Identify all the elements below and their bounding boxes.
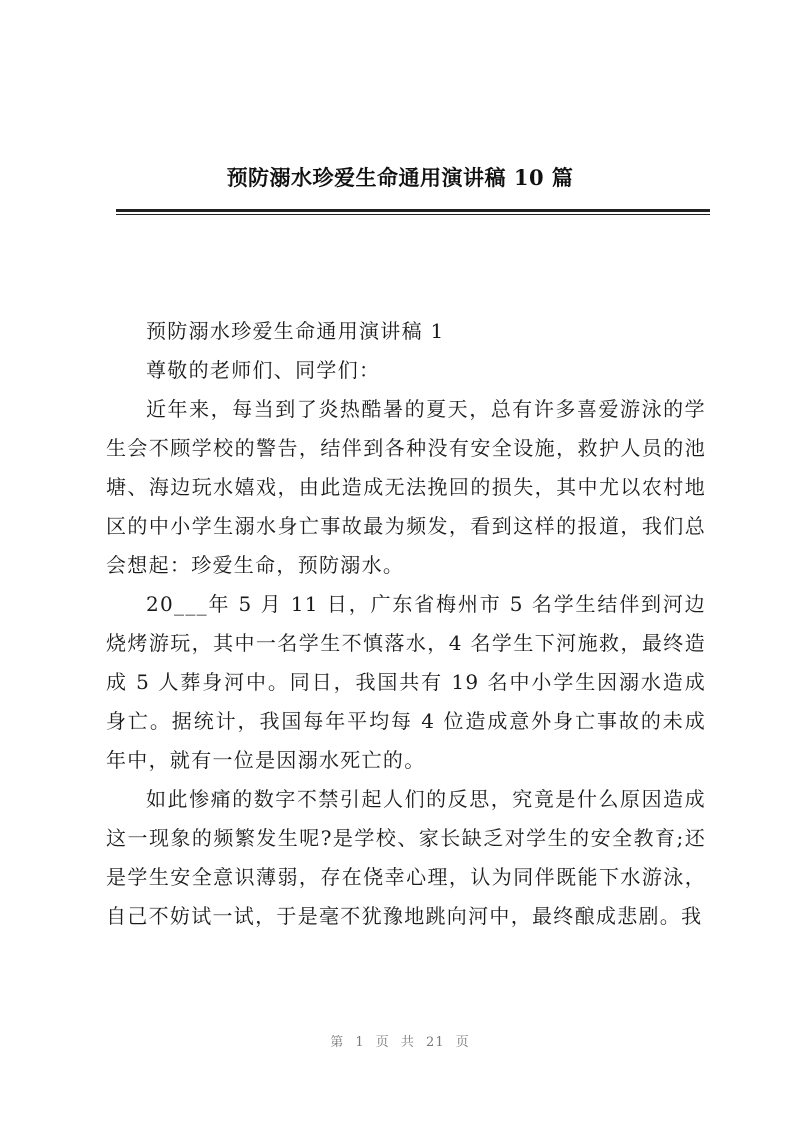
body-paragraph: 近年来，每当到了炎热酷暑的夏天，总有许多喜爱游泳的学生会不顾学校的警告，结伴到各种没有安全设施，救护人员的池塘、海边玩水嬉戏，由此造成无法挽回的损失，其中尤以农村地区的中小学生溺水身亡事故最为频发，看到这样的报道，我们总会想起：珍爱生命，预防溺水。 bbox=[106, 397, 706, 577]
title-divider-thin bbox=[116, 214, 710, 215]
document-title: 预防溺水珍爱生命通用演讲稿 10 篇 bbox=[226, 165, 574, 190]
body-paragraph: 如此惨痛的数字不禁引起人们的反思，究竟是什么原因造成这一现象的频繁发生呢?是学校、家长缺乏对学生的安全教育;还是学生安全意识薄弱，存在侥幸心理，认为同伴既能下水游泳，自己不妨试一试，于是毫不犹豫地跳向河中，最终酿成悲剧。我 bbox=[106, 787, 706, 928]
title-divider-thick bbox=[116, 209, 710, 212]
page-number-footer: 第 1 页 共 21 页 bbox=[330, 1035, 470, 1050]
section-heading: 预防溺水珍爱生命通用演讲稿 1 bbox=[146, 319, 445, 343]
salutation: 尊敬的老师们、同学们： bbox=[146, 358, 381, 382]
document-body bbox=[106, 312, 706, 936]
body-paragraph: 20___年 5 月 11 日，广东省梅州市 5 名学生结伴到河边烧烤游玩，其中一名学生不慎落水，4 名学生下河施救，最终造成 5 人葬身河中。同日，我国共有 19 名中小学生因溺水造成身亡。据统计，我国每年平均每 4 位造成意外身亡事故的未成年中，就有一位是因溺水死亡的。 bbox=[106, 592, 706, 772]
